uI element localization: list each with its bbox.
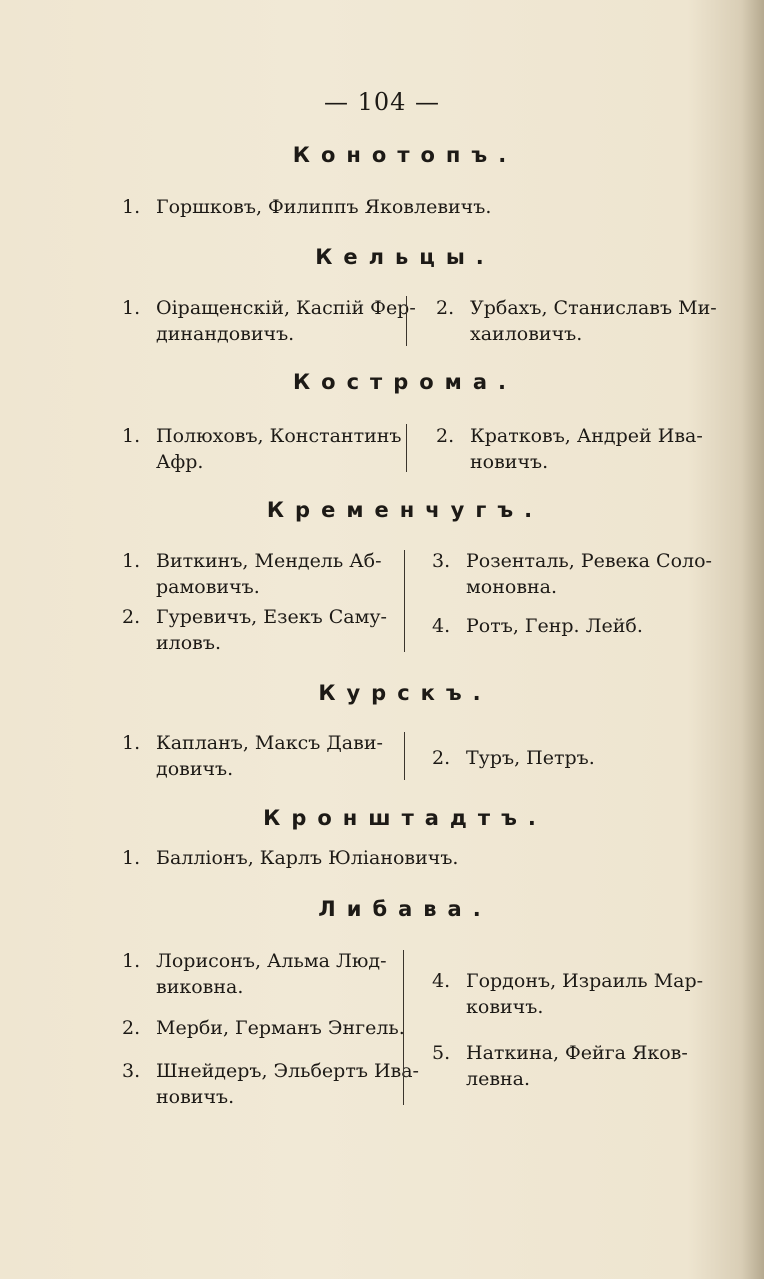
entry-line: довичъ.	[156, 758, 234, 780]
section-heading: Кельцы.	[315, 245, 495, 269]
entry-line: Туръ, Петръ.	[466, 747, 595, 769]
entry-line: Гуревичъ, Езекъ Саму-	[156, 606, 387, 628]
entry-line: Капланъ, Максъ Дави-	[156, 732, 383, 754]
entry-line: Мерби, Германъ Энгель.	[156, 1017, 405, 1039]
entry-line: Урбахъ, Станиславъ Ми-	[470, 297, 717, 319]
entry-line: моновна.	[466, 576, 558, 598]
entry-line: ковичъ.	[466, 996, 544, 1018]
entry-line: Горшковъ, Филиппъ Яковлевичъ.	[156, 196, 492, 218]
entry-line: Шнейдеръ, Эльбертъ Ива-	[156, 1060, 419, 1082]
entry-number: 1.	[122, 847, 141, 869]
entry-number: 2.	[436, 425, 455, 447]
entry-line: Кратковъ, Андрей Ива-	[470, 425, 703, 447]
entry-line: динандовичъ.	[156, 323, 295, 345]
column-divider	[404, 732, 405, 780]
entry-number: 1.	[122, 297, 141, 319]
column-divider	[406, 424, 407, 472]
entry-number: 5.	[432, 1042, 451, 1064]
entry-number: 1.	[122, 732, 141, 754]
section-heading: Кострома.	[293, 370, 517, 394]
section-heading: Конотопъ.	[292, 143, 518, 167]
column-divider	[403, 950, 404, 1105]
entry-line: левна.	[466, 1068, 531, 1090]
entry-line: рамовичъ.	[156, 576, 260, 598]
entry-number: 3.	[432, 550, 451, 572]
entry-number: 1.	[122, 196, 141, 218]
entry-number: 2.	[122, 606, 141, 628]
entry-number: 2.	[432, 747, 451, 769]
entry-number: 3.	[122, 1060, 141, 1082]
entry-line: Оіращенскій, Каспій Фер-	[156, 297, 416, 319]
section-heading: Кременчугъ.	[266, 498, 544, 522]
entry-number: 1.	[122, 425, 141, 447]
entry-number: 4.	[432, 970, 451, 992]
entry-number: 2.	[122, 1017, 141, 1039]
section-heading: Либава.	[318, 897, 492, 921]
entry-number: 1.	[122, 550, 141, 572]
section-heading: Кронштадтъ.	[263, 806, 547, 830]
column-divider	[404, 550, 405, 652]
entry-number: 4.	[432, 615, 451, 637]
section-heading: Курскъ.	[318, 681, 492, 705]
entry-line: хаиловичъ.	[470, 323, 583, 345]
entry-line: Лорисонъ, Альма Люд-	[156, 950, 387, 972]
entry-line: виковна.	[156, 976, 244, 998]
entry-line: Гордонъ, Израиль Мар-	[466, 970, 704, 992]
entry-line: Балліонъ, Карлъ Юліановичъ.	[156, 847, 459, 869]
entry-number: 1.	[122, 950, 141, 972]
entry-line: Розенталь, Ревека Соло-	[466, 550, 712, 572]
entry-line: Афр.	[156, 451, 204, 473]
entry-line: иловъ.	[156, 632, 221, 654]
entry-line: Полюховъ, Константинъ	[156, 425, 402, 447]
entry-line: новичъ.	[156, 1086, 235, 1108]
column-divider	[406, 296, 407, 346]
entry-line: Виткинъ, Мендель Аб-	[156, 550, 382, 572]
entry-line: новичъ.	[470, 451, 549, 473]
entry-line: Ротъ, Генр. Лейб.	[466, 615, 643, 637]
page-number: — 104 —	[323, 88, 441, 116]
entry-number: 2.	[436, 297, 455, 319]
entry-line: Наткина, Фейга Яков-	[466, 1042, 688, 1064]
